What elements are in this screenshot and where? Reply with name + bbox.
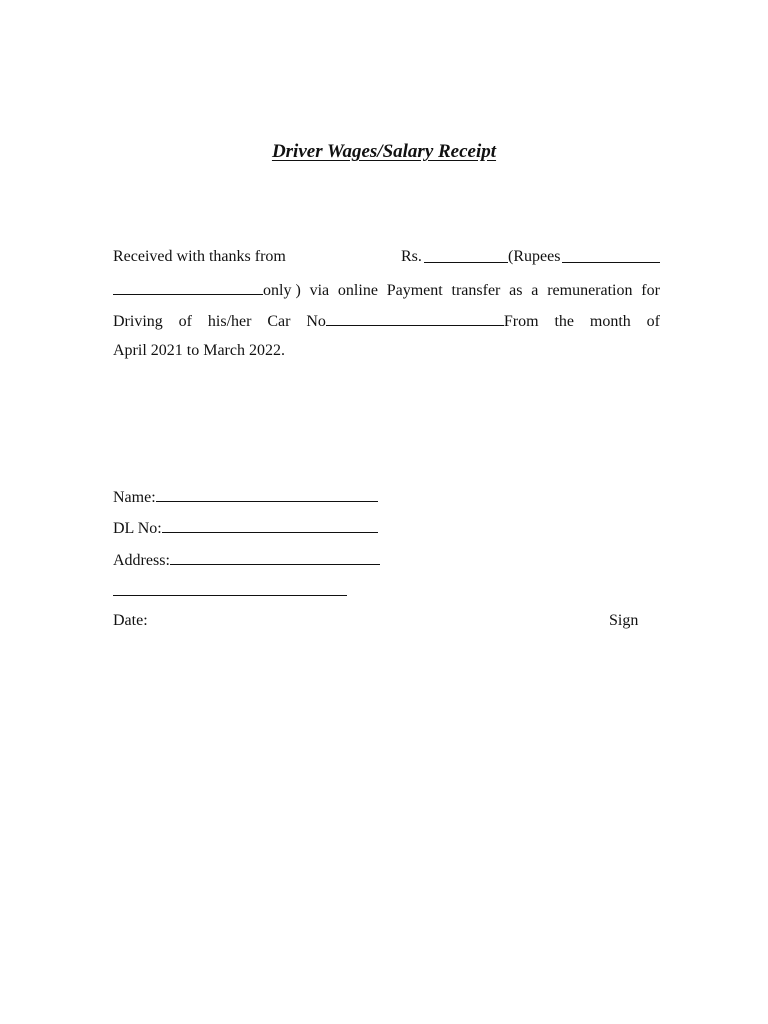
word: a [531, 282, 539, 299]
rs-amount-blank[interactable] [424, 245, 508, 263]
address-row [113, 547, 393, 571]
period-text: April 2021 to March 2022. [113, 342, 285, 359]
paragraph-line-2 [113, 277, 660, 301]
word: via [309, 282, 330, 299]
address-row-2 [113, 578, 353, 602]
word: Driving [113, 313, 163, 330]
word: of [646, 313, 660, 330]
received-from-text: Received with thanks from [113, 248, 286, 265]
word: as [509, 282, 523, 299]
dl-number-blank[interactable] [162, 515, 378, 533]
word: of [178, 313, 192, 330]
word: month [589, 313, 631, 330]
name-row [113, 484, 393, 508]
paragraph-line-4 [113, 339, 660, 363]
address-label: Address: [113, 552, 170, 569]
word: Payment [386, 282, 443, 299]
rupees-words-blank[interactable] [562, 245, 660, 263]
dl-row [113, 515, 393, 539]
only-segment [113, 277, 301, 303]
car-no-segment [306, 308, 538, 334]
dl-label: DL No: [113, 520, 162, 537]
receipt-title: Driver Wages/Salary Receipt [271, 141, 497, 162]
date-sign-row [113, 609, 660, 633]
date-label: Date: [113, 612, 148, 629]
word: for [641, 282, 660, 299]
rupees-label: (Rupees [508, 248, 561, 265]
rupees-words-blank-2[interactable] [113, 277, 263, 295]
name-label: Name: [113, 489, 156, 506]
only-text: only ) [263, 282, 301, 299]
word: his/her [207, 313, 252, 330]
name-blank[interactable] [156, 484, 378, 502]
paragraph-line-1 [113, 245, 660, 269]
word: the [554, 313, 574, 330]
from-label: From [503, 313, 539, 330]
car-no-label: No [306, 313, 326, 330]
address-blank[interactable] [170, 547, 380, 565]
word: transfer [451, 282, 501, 299]
address-blank-2[interactable] [113, 578, 347, 596]
word: Car [267, 313, 291, 330]
sign-label: Sign [609, 612, 639, 629]
paragraph-line-3 [113, 308, 660, 332]
rs-label: Rs. [401, 248, 422, 265]
word: remuneration [547, 282, 633, 299]
car-number-blank[interactable] [326, 308, 504, 326]
word: online [337, 282, 378, 299]
